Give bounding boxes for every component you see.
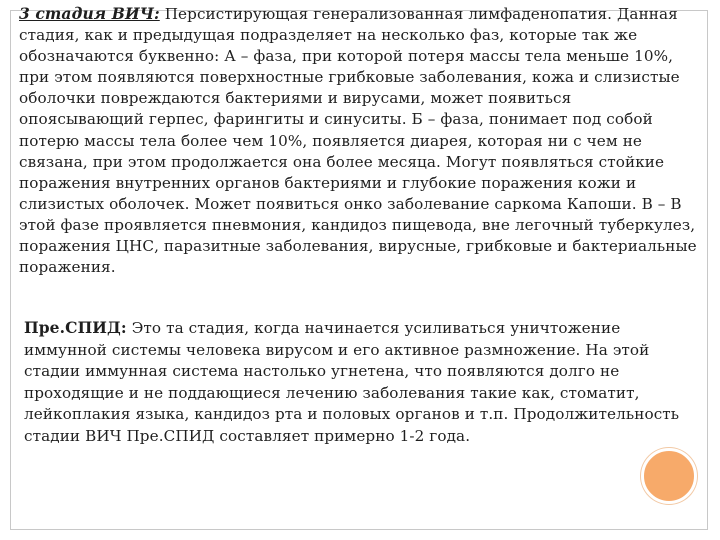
pre-aids-heading: Пре.СПИД: — [24, 318, 127, 337]
stage3-body: Персистирующая генерализованная лимфаденопатия. Данная стадия, как и предыдущая подразделяет на несколько фаз, которые так же обозначаются буквенно: А – фаза, при которой потеря массы тела меньше 10%, при этом появляются поверхностные грибковые заболевания, кожа и слизистые оболочки повреждаются бактериями и вирусами, может появиться опоясывающий герпес, фарингиты и синуситы. Б – фаза, понимает под собой потерю массы тела более чем 10%, появляется диарея, которая ни с чем не связана, при этом продолжается она более месяца. Могут появляться стойкие поражения внутренних органов бактериями и глубокие поражения кожи и слизистых оболочек. Может появиться онко заболевание саркома Капоши. В – В этой фазе проявляется пневмония, кандидоз пищевода, вне легочный туберкулез, поражения ЦНС, паразитные заболевания, вирусные, грибковые и бактериальные поражения. — [19, 5, 697, 277]
decorative-circle — [641, 448, 697, 504]
stage3-paragraph — [19, 3, 699, 278]
pre-aids-paragraph — [24, 317, 694, 447]
stage3-heading: 3 стадия ВИЧ: — [19, 4, 160, 23]
pre-aids-body: Это та стадия, когда начинается усиливаться уничтожение иммунной системы человека вирусом и его активное размножение. На этой стадии иммунная система настолько угнетена, что появляются долго не проходящие и не поддающиеся лечению заболевания такие как, стоматит, лейкоплакия языка, кандидоз рта и половых органов и т.п. Продолжительность стадии ВИЧ Пре.СПИД составляет примерно 1-2 года. — [24, 319, 680, 445]
